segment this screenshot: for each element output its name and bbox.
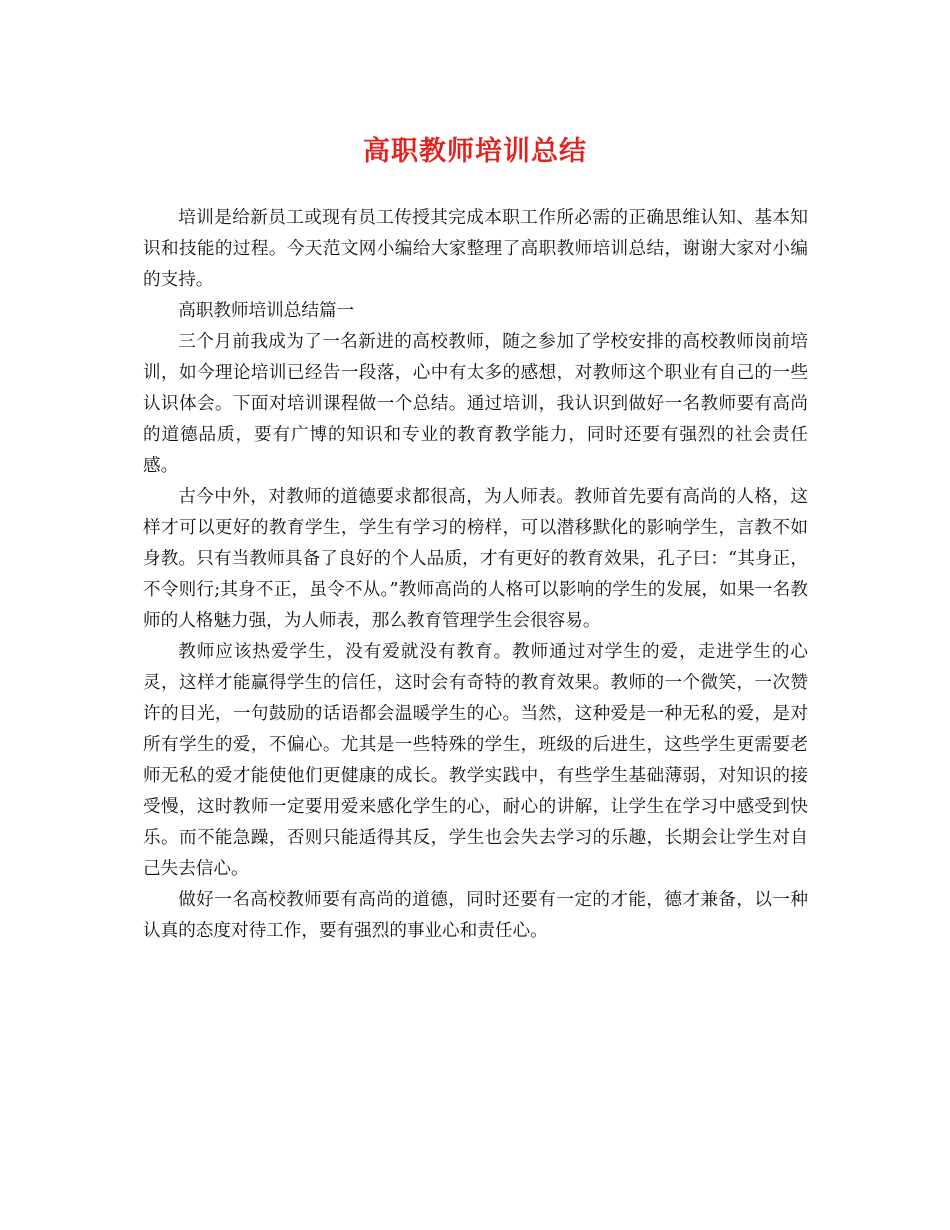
paragraph: 三个月前我成为了一名新进的高校教师，随之参加了学校安排的高校教师岗前培训，如今理论培训已经告一段落，心中有太多的感想，对教师这个职业有自己的一些认识体会。下面对培训课程做一个总结。通过培训，我认识到做好一名教师要有高尚的道德品质，要有广博的知识和专业的教育教学能力，同时还要有强烈的社会责任感。	[143, 332, 808, 476]
paragraph: 培训是给新员工或现有员工传授其完成本职工作所必需的正确思维认知、基本知识和技能的过程。今天范文网小编给大家整理了高职教师培训总结，谢谢大家对小编的支持。	[143, 208, 808, 290]
paragraph: 古今中外，对教师的道德要求都很高，为人师表。教师首先要有高尚的人格，这样才可以更好的教育学生，学生有学习的榜样，可以潜移默化的影响学生，言教不如身教。只有当教师具备了良好的个人品质，才有更好的教育效果，孔子曰：“其身正，不令则行;其身不正，虽令不从。”教师高尚的人格可以影响的学生的发展，如果一名教师的人格魅力强，为人师表，那么教育管理学生会很容易。	[143, 487, 808, 631]
section-heading: 高职教师培训总结篇一	[178, 301, 355, 321]
document-title: 高职教师培训总结	[363, 136, 587, 167]
document-body	[143, 203, 808, 947]
paragraph: 教师应该热爱学生，没有爱就没有教育。教师通过对学生的爱，走进学生的心灵，这样才能赢得学生的信任，这时会有奇特的教育效果。教师的一个微笑，一次赞许的目光，一句鼓励的话语都会温暖学生的心。当然，这种爱是一种无私的爱，是对所有学生的爱，不偏心。尤其是一些特殊的学生，班级的后进生，这些学生更需要老师无私的爱才能使他们更健康的成长。教学实践中，有些学生基础薄弱，对知识的接受慢，这时教师一定要用爱来感化学生的心，耐心的讲解，让学生在学习中感受到快乐。而不能急躁，否则只能适得其反，学生也会失去学习的乐趣，长期会让学生对自己失去信心。	[143, 642, 808, 879]
paragraph: 做好一名高校教师要有高尚的道德，同时还要有一定的才能，德才兼备，以一种认真的态度对待工作，要有强烈的事业心和责任心。	[143, 890, 808, 941]
